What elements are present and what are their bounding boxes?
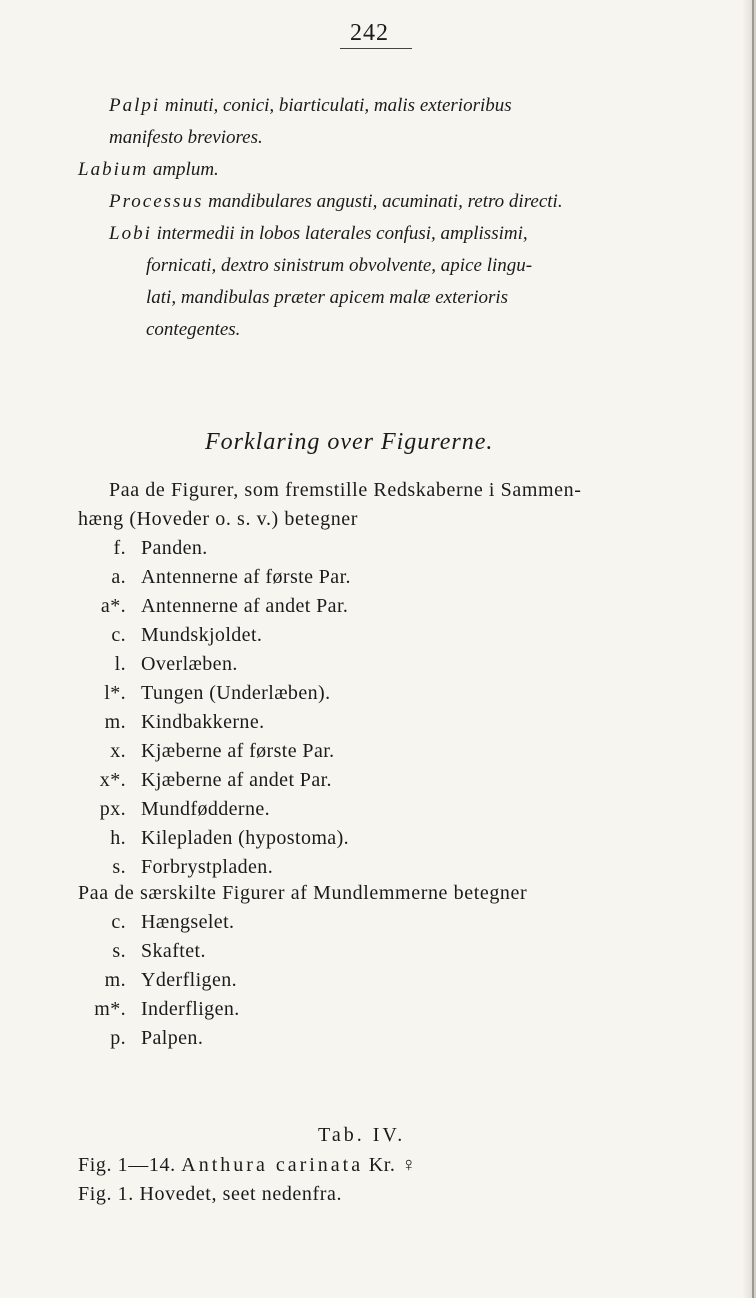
legend-key: s.	[112, 940, 126, 962]
legend-row	[0, 856, 756, 884]
plate-title: Tab. IV.	[318, 1124, 406, 1146]
legend-row	[0, 566, 756, 594]
latin-line-4	[109, 191, 563, 213]
legend-row	[0, 911, 756, 939]
legend-key: m.	[104, 969, 126, 991]
legend-row	[0, 711, 756, 739]
legend-row	[0, 624, 756, 652]
latin-text-4: mandibulares angusti, acuminati, retro directi.	[208, 191, 563, 212]
page-number-rule	[340, 48, 412, 49]
legend-key: s.	[112, 856, 126, 878]
figure-caption-2	[78, 1183, 342, 1206]
latin-term-processus: Processus	[109, 191, 204, 212]
legend-key: m.	[104, 711, 126, 733]
legend-key: c.	[111, 911, 126, 933]
legend-label: Panden.	[141, 537, 208, 559]
legend-row	[0, 769, 756, 797]
intro-line-2: hæng (Hoveder o. s. v.) betegner	[78, 508, 359, 530]
species-name: Anthura carinata	[181, 1154, 364, 1176]
legend-label: Tungen (Underlæben).	[141, 682, 331, 704]
legend-label: Antennerne af første Par.	[141, 566, 351, 588]
legend-row	[0, 940, 756, 968]
legend-label: Mundfødderne.	[141, 798, 271, 820]
legend-row	[0, 969, 756, 997]
legend-label: Inderfligen.	[141, 998, 240, 1020]
species-author: Kr. ♀	[368, 1154, 417, 1176]
latin-text-3: amplum.	[152, 159, 219, 180]
legend-key: l*.	[104, 682, 126, 704]
legend-key: a.	[111, 566, 126, 588]
legend-row	[0, 595, 756, 623]
latin-line-7: lati, mandibulas præter apicem malæ exterioris	[146, 287, 509, 308]
latin-term-labium: Labium	[78, 159, 149, 180]
legend-key: x.	[110, 740, 126, 762]
intro-line-1: Paa de Figurer, som fremstille Redskaberne i Sammen-	[109, 479, 582, 501]
legend-row	[0, 740, 756, 768]
latin-text-1: minuti, conici, biarticulati, malis exterioribus	[164, 95, 512, 116]
legend-key: m*.	[94, 998, 126, 1020]
latin-line-5	[109, 223, 528, 245]
latin-line-6: fornicati, dextro sinistrum obvolvente, apice lingu-	[146, 255, 533, 276]
legend-key: c.	[111, 624, 126, 646]
legend-label: Overlæben.	[141, 653, 238, 675]
legend-label: Kilepladen (hypostoma).	[141, 827, 350, 849]
latin-line-2: manifesto breviores.	[109, 127, 263, 148]
legend-label: Yderfligen.	[141, 969, 238, 991]
section-heading: Forklaring over Figurerne.	[205, 429, 494, 455]
figure-caption-1	[78, 1154, 417, 1177]
figure-description: Hovedet, seet nedenfra.	[139, 1183, 343, 1205]
legend-label: Antennerne af andet Par.	[141, 595, 349, 617]
legend-row	[0, 827, 756, 855]
legend-key: f.	[113, 537, 126, 559]
legend-key: x*.	[99, 769, 126, 791]
latin-line-1	[109, 95, 512, 117]
intro-2: Paa de særskilte Figurer af Mundlemmerne betegner	[78, 882, 528, 904]
legend-key: h.	[110, 827, 126, 849]
legend-row	[0, 653, 756, 681]
legend-key: px.	[99, 798, 126, 820]
legend-label: Hængselet.	[141, 911, 235, 933]
latin-line-3	[78, 159, 219, 181]
legend-label: Kjæberne af første Par.	[141, 740, 335, 762]
legend-row	[0, 682, 756, 710]
legend-label: Palpen.	[141, 1027, 204, 1049]
figure-number: Fig. 1.	[78, 1183, 134, 1205]
legend-label: Mundskjoldet.	[141, 624, 263, 646]
legend-row	[0, 537, 756, 565]
legend-row	[0, 798, 756, 826]
legend-key: a*.	[100, 595, 126, 617]
latin-term-palpi: Palpi	[109, 95, 161, 116]
latin-line-8: contegentes.	[146, 319, 241, 340]
legend-label: Kindbakkerne.	[141, 711, 265, 733]
page-number: 242	[350, 20, 389, 46]
legend-row	[0, 998, 756, 1026]
legend-label: Kjæberne af andet Par.	[141, 769, 332, 791]
legend-label: Skaftet.	[141, 940, 206, 962]
legend-label: Forbrystpladen.	[141, 856, 274, 878]
latin-term-lobi: Lobi	[109, 223, 152, 244]
legend-key: p.	[110, 1027, 126, 1049]
latin-text-5: intermedii in lobos laterales confusi, amplissimi,	[156, 223, 528, 244]
figure-range: Fig. 1—14.	[78, 1154, 176, 1176]
legend-key: l.	[114, 653, 126, 675]
legend-row	[0, 1027, 756, 1055]
